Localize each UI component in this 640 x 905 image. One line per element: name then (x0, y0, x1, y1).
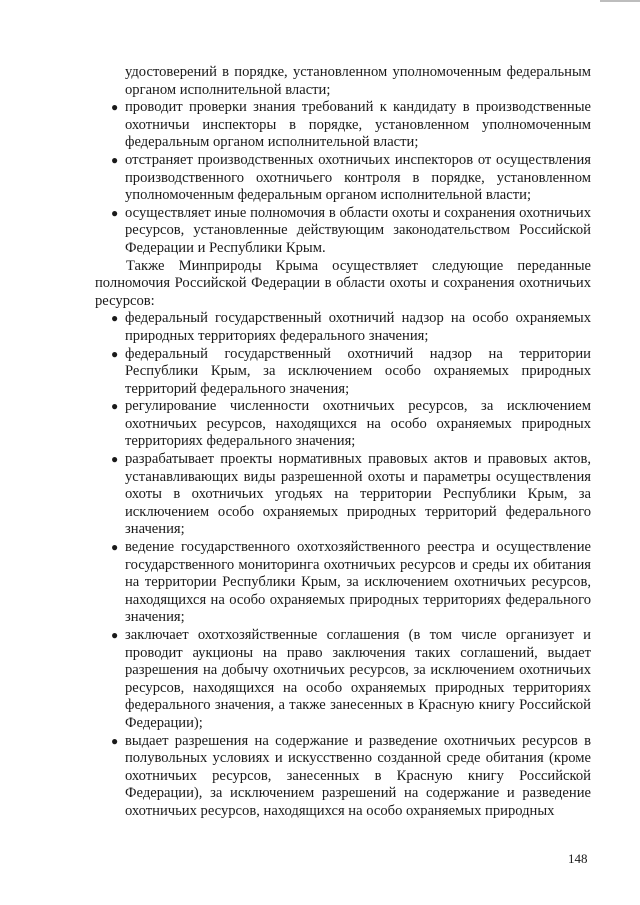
document-body (95, 64, 591, 821)
bullet-item (111, 627, 591, 733)
bullet-text: ведение государственного охотхозяйственного реестра и осуществление государственного мониторинга охотничьих ресурсов и среды их обитания на территории Республики Крым, за исключением охотничьих ресурсов, находящихся на особо охраняемых природных территориях федерального значения; (125, 539, 591, 626)
bullet-item (111, 346, 591, 399)
intro-paragraph: Также Минприроды Крыма осуществляет следующие переданные полномочия Российской Федерации в области охоты и сохранения охотничьих ресурсов: (95, 257, 591, 309)
bullet-text: федеральный государственный охотничий надзор на особо охраняемых природных территориях федерального значения; (125, 310, 591, 344)
bullet-text: разрабатывает проекты нормативных правовых актов и правовых актов, устанавливающих виды разрешенной охоты и параметры осуществления охоты в охотничьих угодьях на территории Республики Крым, за исключением особо охраняемых природных территорий федерального значения; (125, 451, 591, 538)
bullet-item (111, 205, 591, 258)
bullet-icon: ● (111, 399, 119, 414)
bullet-icon: ● (111, 152, 119, 167)
bullet-text: заключает охотхозяйственные соглашения (в том числе организует и проводит аукционы на право заключения таких соглашений, выдает разрешения на добычу охотничьих ресурсов, за исключением охотничьих ресурсов, находящихся на особо охраняемых природных территориях федерального значения, а также занесенных в Красную книгу Российской Федерации); (125, 627, 591, 731)
bullet-item (111, 398, 591, 451)
continuation-text: удостоверений в порядке, установленном уполномоченным федеральным органом исполнительной власти; (125, 64, 591, 98)
bullet-text: федеральный государственный охотничий надзор на территории Республики Крым, за исключением особо охраняемых природных территорий федерального значения; (125, 345, 591, 397)
bullet-item (111, 733, 591, 821)
bullet-item (111, 310, 591, 345)
bullet-item (111, 99, 591, 152)
bullet-icon: ● (111, 346, 119, 361)
bullet-text: выдает разрешения на содержание и разведение охотничьих ресурсов в полувольных условиях и искусственно созданной среде обитания (кроме охотничьих ресурсов, занесенных в Красную книгу Российской Федерации), за исключением разрешений на содержание и разведение охотничьих ресурсов, находящихся на особо охраняемых природных (125, 732, 591, 819)
bullet-icon: ● (111, 452, 119, 467)
bullet-icon: ● (111, 100, 119, 115)
bullet-icon: ● (111, 733, 119, 748)
scan-edge-line (600, 0, 640, 2)
bullet-text: отстраняет производственных охотничьих инспекторов от осуществления производственного охотничьего контроля в порядке, установленном уполномоченным федеральным органом исполнительной власти; (125, 151, 591, 204)
bullet-text: проводит проверки знания требований к кандидату в производственные охотничьи инспекторы в порядке, установленном уполномоченным федеральным органом исполнительной власти; (125, 99, 591, 151)
bullet-text: регулирование численности охотничьих ресурсов, за исключением охотничьих ресурсов, находящихся на особо охраняемых природных территориях федерального значения; (125, 398, 591, 450)
bullet-list-b (95, 310, 591, 820)
bullet-item (111, 451, 591, 539)
bullet-icon: ● (111, 540, 119, 555)
bullet-item (111, 539, 591, 627)
bullet-icon: ● (111, 205, 119, 220)
bullet-icon: ● (111, 311, 119, 326)
page-number: 148 (568, 851, 588, 866)
bullet-list-a (95, 99, 591, 257)
bullet-icon: ● (111, 628, 119, 642)
bullet-text: осуществляет иные полномочия в области охоты и сохранения охотничьих ресурсов, установленные действующим законодательством Российской Федерации и Республики Крым. (125, 204, 591, 256)
bullet-item (111, 152, 591, 205)
